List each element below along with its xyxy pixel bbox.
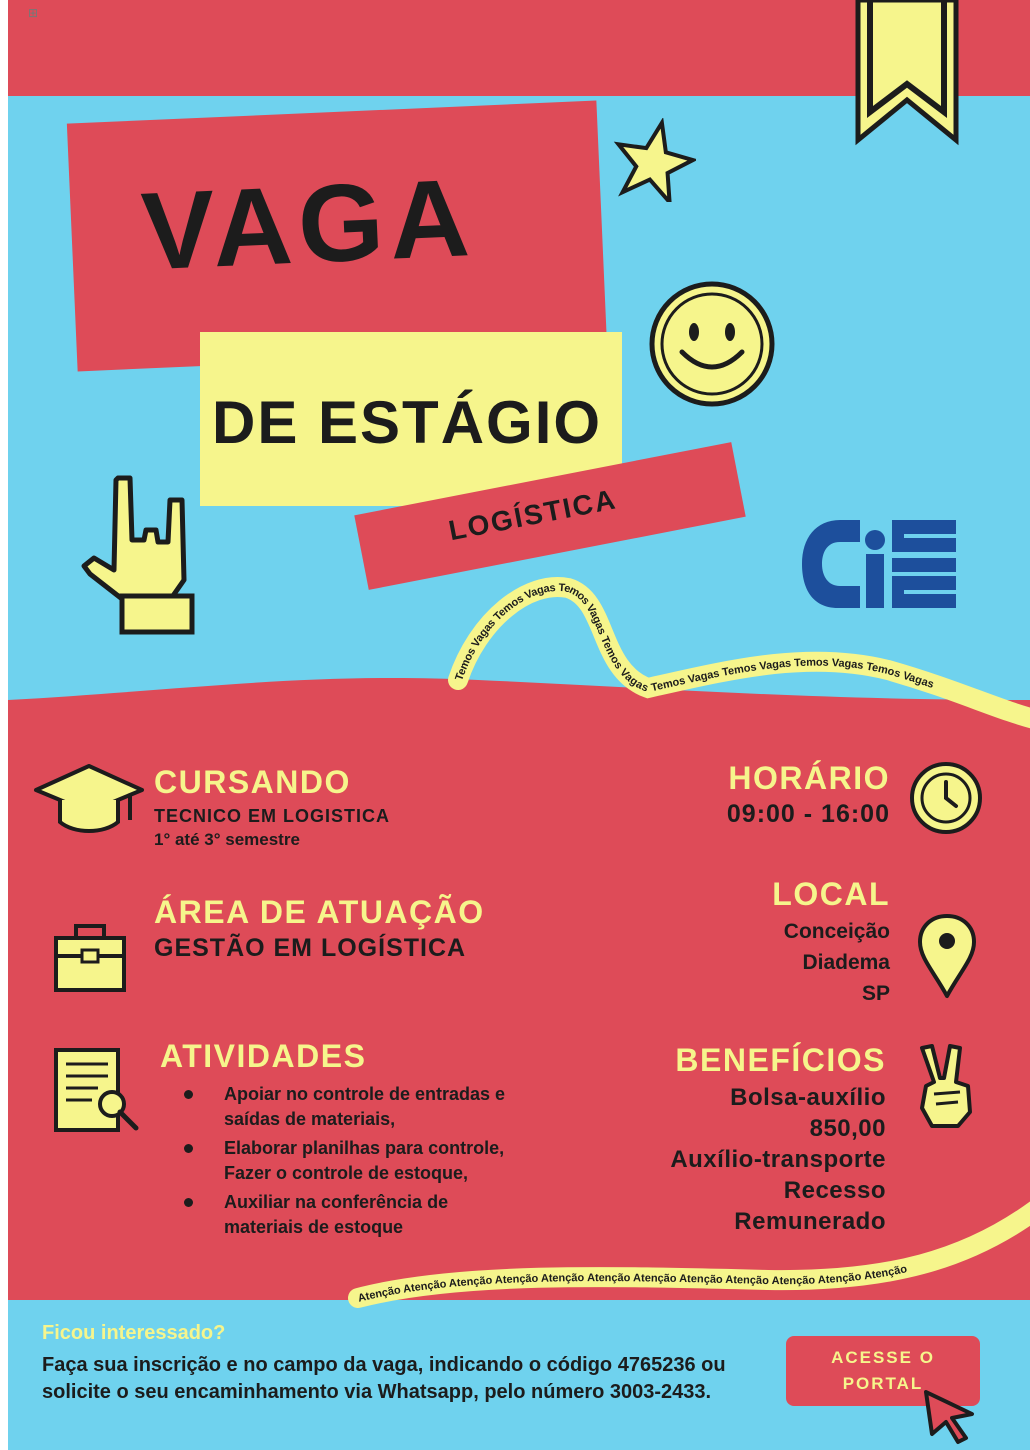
atencao-text: Atenção Atenção Atenção Atenção Atenção Atenção Atenção Atenção Atenção Atenção Atenção Atenção [356, 1263, 909, 1305]
beneficios-title: BENEFÍCIOS [675, 1042, 886, 1078]
beneficio-line: Recesso [783, 1177, 886, 1204]
bookmark-icon [846, 0, 968, 146]
star-icon [612, 118, 696, 202]
atividade-item [164, 1136, 604, 1186]
atividades-title: ATIVIDADES [160, 1038, 367, 1074]
briefcase-icon [52, 922, 128, 994]
footer-question: Ficou interessado? [42, 1322, 226, 1344]
qr-code-icon: ⊞ [28, 6, 39, 20]
poster [8, 0, 1030, 1450]
cursor-arrow-icon [920, 1388, 984, 1446]
atividade-item [164, 1082, 604, 1132]
temos-vagas-text: Temos Vagas Temos Vagas Temos Vagas Temos Vagas Temos Vagas Temos Vagas Temos Vagas Temos Vagas [453, 581, 936, 695]
footer-text: Faça sua inscrição e no campo da vaga, indicando o código 4765236 ou solicite o seu encaminhamento via Whatsapp, pelo número 3003-2433. [42, 1354, 726, 1403]
local-line: SP [861, 982, 890, 1005]
location-pin-icon [916, 912, 978, 1000]
smiley-icon [646, 278, 778, 410]
atividade-line: Elaborar planilhas para controle, [224, 1138, 505, 1158]
beneficio-line: 850,00 [809, 1115, 886, 1142]
atividade-line: Apoiar no controle de entradas e [224, 1084, 506, 1104]
horario-title: HORÁRIO [728, 760, 890, 796]
cursando-course: TECNICO EM LOGISTICA [154, 806, 390, 826]
cursando-title: CURSANDO [154, 764, 351, 800]
atividade-line: materiais de estoque [224, 1217, 404, 1237]
beneficio-line: Auxílio-transporte [670, 1146, 886, 1173]
title-vaga-box [67, 101, 607, 372]
title-logistica: LOGÍSTICA [446, 483, 620, 547]
clock-icon [908, 760, 984, 836]
portal-button-line: ACESSE O [831, 1348, 935, 1367]
local-line: Conceição [783, 920, 890, 943]
peace-hand-icon [914, 1042, 976, 1134]
title-de-estagio: DE ESTÁGIO [212, 389, 603, 456]
atencao-ribbon [8, 1180, 1030, 1320]
local-title: LOCAL [772, 876, 890, 912]
atividade-line: Auxiliar na conferência de [224, 1192, 449, 1212]
portal-button-line: PORTAL [842, 1374, 924, 1393]
temos-vagas-ribbon [8, 560, 1030, 760]
document-search-icon [52, 1046, 140, 1134]
atividade-line: saídas de materiais, [224, 1109, 396, 1129]
local-line: Diadema [802, 951, 890, 974]
cursando-semester: 1° até 3° semestre [154, 830, 300, 849]
horario-value: 09:00 - 16:00 [726, 800, 890, 828]
beneficio-line: Remunerado [734, 1208, 886, 1235]
area-value: GESTÃO EM LOGÍSTICA [154, 934, 467, 962]
atividade-line: Fazer o controle de estoque, [224, 1163, 469, 1183]
title-vaga: VAGA [138, 156, 478, 294]
graduation-cap-icon [30, 760, 148, 836]
beneficio-line: Bolsa-auxílio [730, 1084, 886, 1111]
area-title: ÁREA DE ATUAÇÃO [154, 894, 485, 930]
local-address [784, 916, 890, 1009]
